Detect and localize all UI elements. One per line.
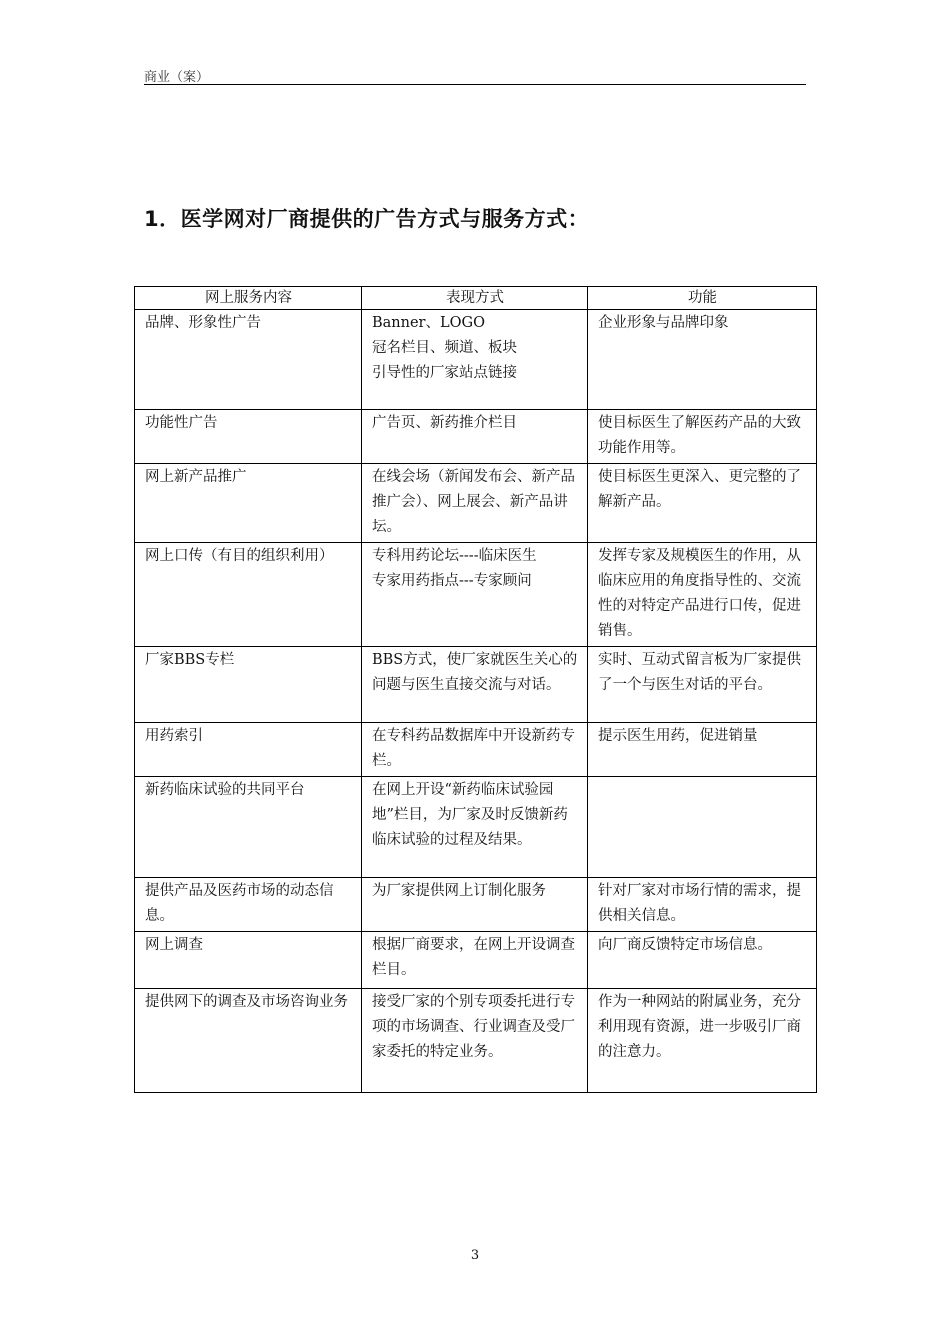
- cell-content: 功能性广告: [135, 410, 362, 464]
- table-row: [135, 989, 817, 1093]
- table-header-row: [135, 287, 817, 310]
- cell-content: 新药临床试验的共同平台: [135, 777, 362, 878]
- services-table: [134, 286, 817, 1093]
- table-row: [135, 878, 817, 932]
- cell-content: 网上新产品推广: [135, 464, 362, 543]
- cell-function: 使目标医生更深入、更完整的了解新产品。: [588, 464, 817, 543]
- cell-content: 网上调查: [135, 932, 362, 989]
- method-line: 在专科药品数据库中开设新药专栏。: [372, 728, 575, 769]
- cell-content: 提供产品及医药市场的动态信息。: [135, 878, 362, 932]
- cell-content: 提供网下的调查及市场咨询业务: [135, 989, 362, 1093]
- method-line: 广告页、新药推介栏目: [372, 415, 517, 431]
- cell-content: 网上口传（有目的组织利用）: [135, 543, 362, 647]
- page-header: 商业（案）: [144, 70, 210, 85]
- cell-function: 实时、互动式留言板为厂家提供了一个与医生对话的平台。: [588, 647, 817, 723]
- cell-method: [362, 777, 588, 878]
- cell-content: 品牌、形象性广告: [135, 310, 362, 410]
- cell-method: [362, 989, 588, 1093]
- method-line: 专科用药论坛----临床医生: [372, 548, 537, 564]
- page-number: 3: [470, 1248, 480, 1263]
- method-line: 专家用药指点---专家顾问: [372, 573, 532, 589]
- method-line: 在网上开设“新药临床试验园地”栏目，为厂家及时反馈新药临床试验的过程及结果。: [372, 782, 568, 848]
- cell-function: 企业形象与品牌印象: [588, 310, 817, 410]
- cell-method: [362, 878, 588, 932]
- method-line: 冠名栏目、频道、板块: [372, 340, 517, 356]
- table-row: [135, 932, 817, 989]
- method-line: BBS方式，使厂家就医生关心的问题与医生直接交流与对话。: [372, 652, 578, 693]
- method-line: Banner、LOGO: [372, 315, 485, 331]
- table-row: [135, 464, 817, 543]
- cell-content: 厂家BBS专栏: [135, 647, 362, 723]
- cell-content: 用药索引: [135, 723, 362, 777]
- cell-function: 使目标医生了解医药产品的大致功能作用等。: [588, 410, 817, 464]
- column-header-method: 表现方式: [362, 287, 588, 310]
- method-line: 根据厂商要求，在网上开设调查栏目。: [372, 937, 575, 978]
- column-header-content: 网上服务内容: [135, 287, 362, 310]
- table-row: [135, 310, 817, 410]
- section-heading: 1．医学网对厂商提供的广告方式与服务方式：: [144, 207, 590, 231]
- method-line: 引导性的厂家站点链接: [372, 365, 517, 381]
- cell-method: [362, 464, 588, 543]
- cell-function: [588, 777, 817, 878]
- cell-function: 发挥专家及规模医生的作用，从临床应用的角度指导性的、交流性的对特定产品进行口传，促进销售。: [588, 543, 817, 647]
- cell-method: [362, 932, 588, 989]
- cell-method: [362, 410, 588, 464]
- method-line: 为厂家提供网上订制化服务: [372, 883, 546, 899]
- cell-function: 向厂商反馈特定市场信息。: [588, 932, 817, 989]
- cell-method: [362, 647, 588, 723]
- table-row: [135, 543, 817, 647]
- cell-method: [362, 310, 588, 410]
- cell-function: 作为一种网站的附属业务，充分利用现有资源，进一步吸引厂商的注意力。: [588, 989, 817, 1093]
- cell-method: [362, 543, 588, 647]
- cell-function: 针对厂家对市场行情的需求，提供相关信息。: [588, 878, 817, 932]
- table-row: [135, 410, 817, 464]
- header-rule: [144, 84, 806, 85]
- method-line: 接受厂家的个别专项委托进行专项的市场调查、行业调查及受厂家委托的特定业务。: [372, 994, 575, 1060]
- table-row: [135, 647, 817, 723]
- column-header-function: 功能: [588, 287, 817, 310]
- method-line: 在线会场（新闻发布会、新产品推广会）、网上展会、新产品讲坛。: [372, 469, 575, 535]
- table-row: [135, 723, 817, 777]
- cell-method: [362, 723, 588, 777]
- cell-function: 提示医生用药，促进销量: [588, 723, 817, 777]
- table-row: [135, 777, 817, 878]
